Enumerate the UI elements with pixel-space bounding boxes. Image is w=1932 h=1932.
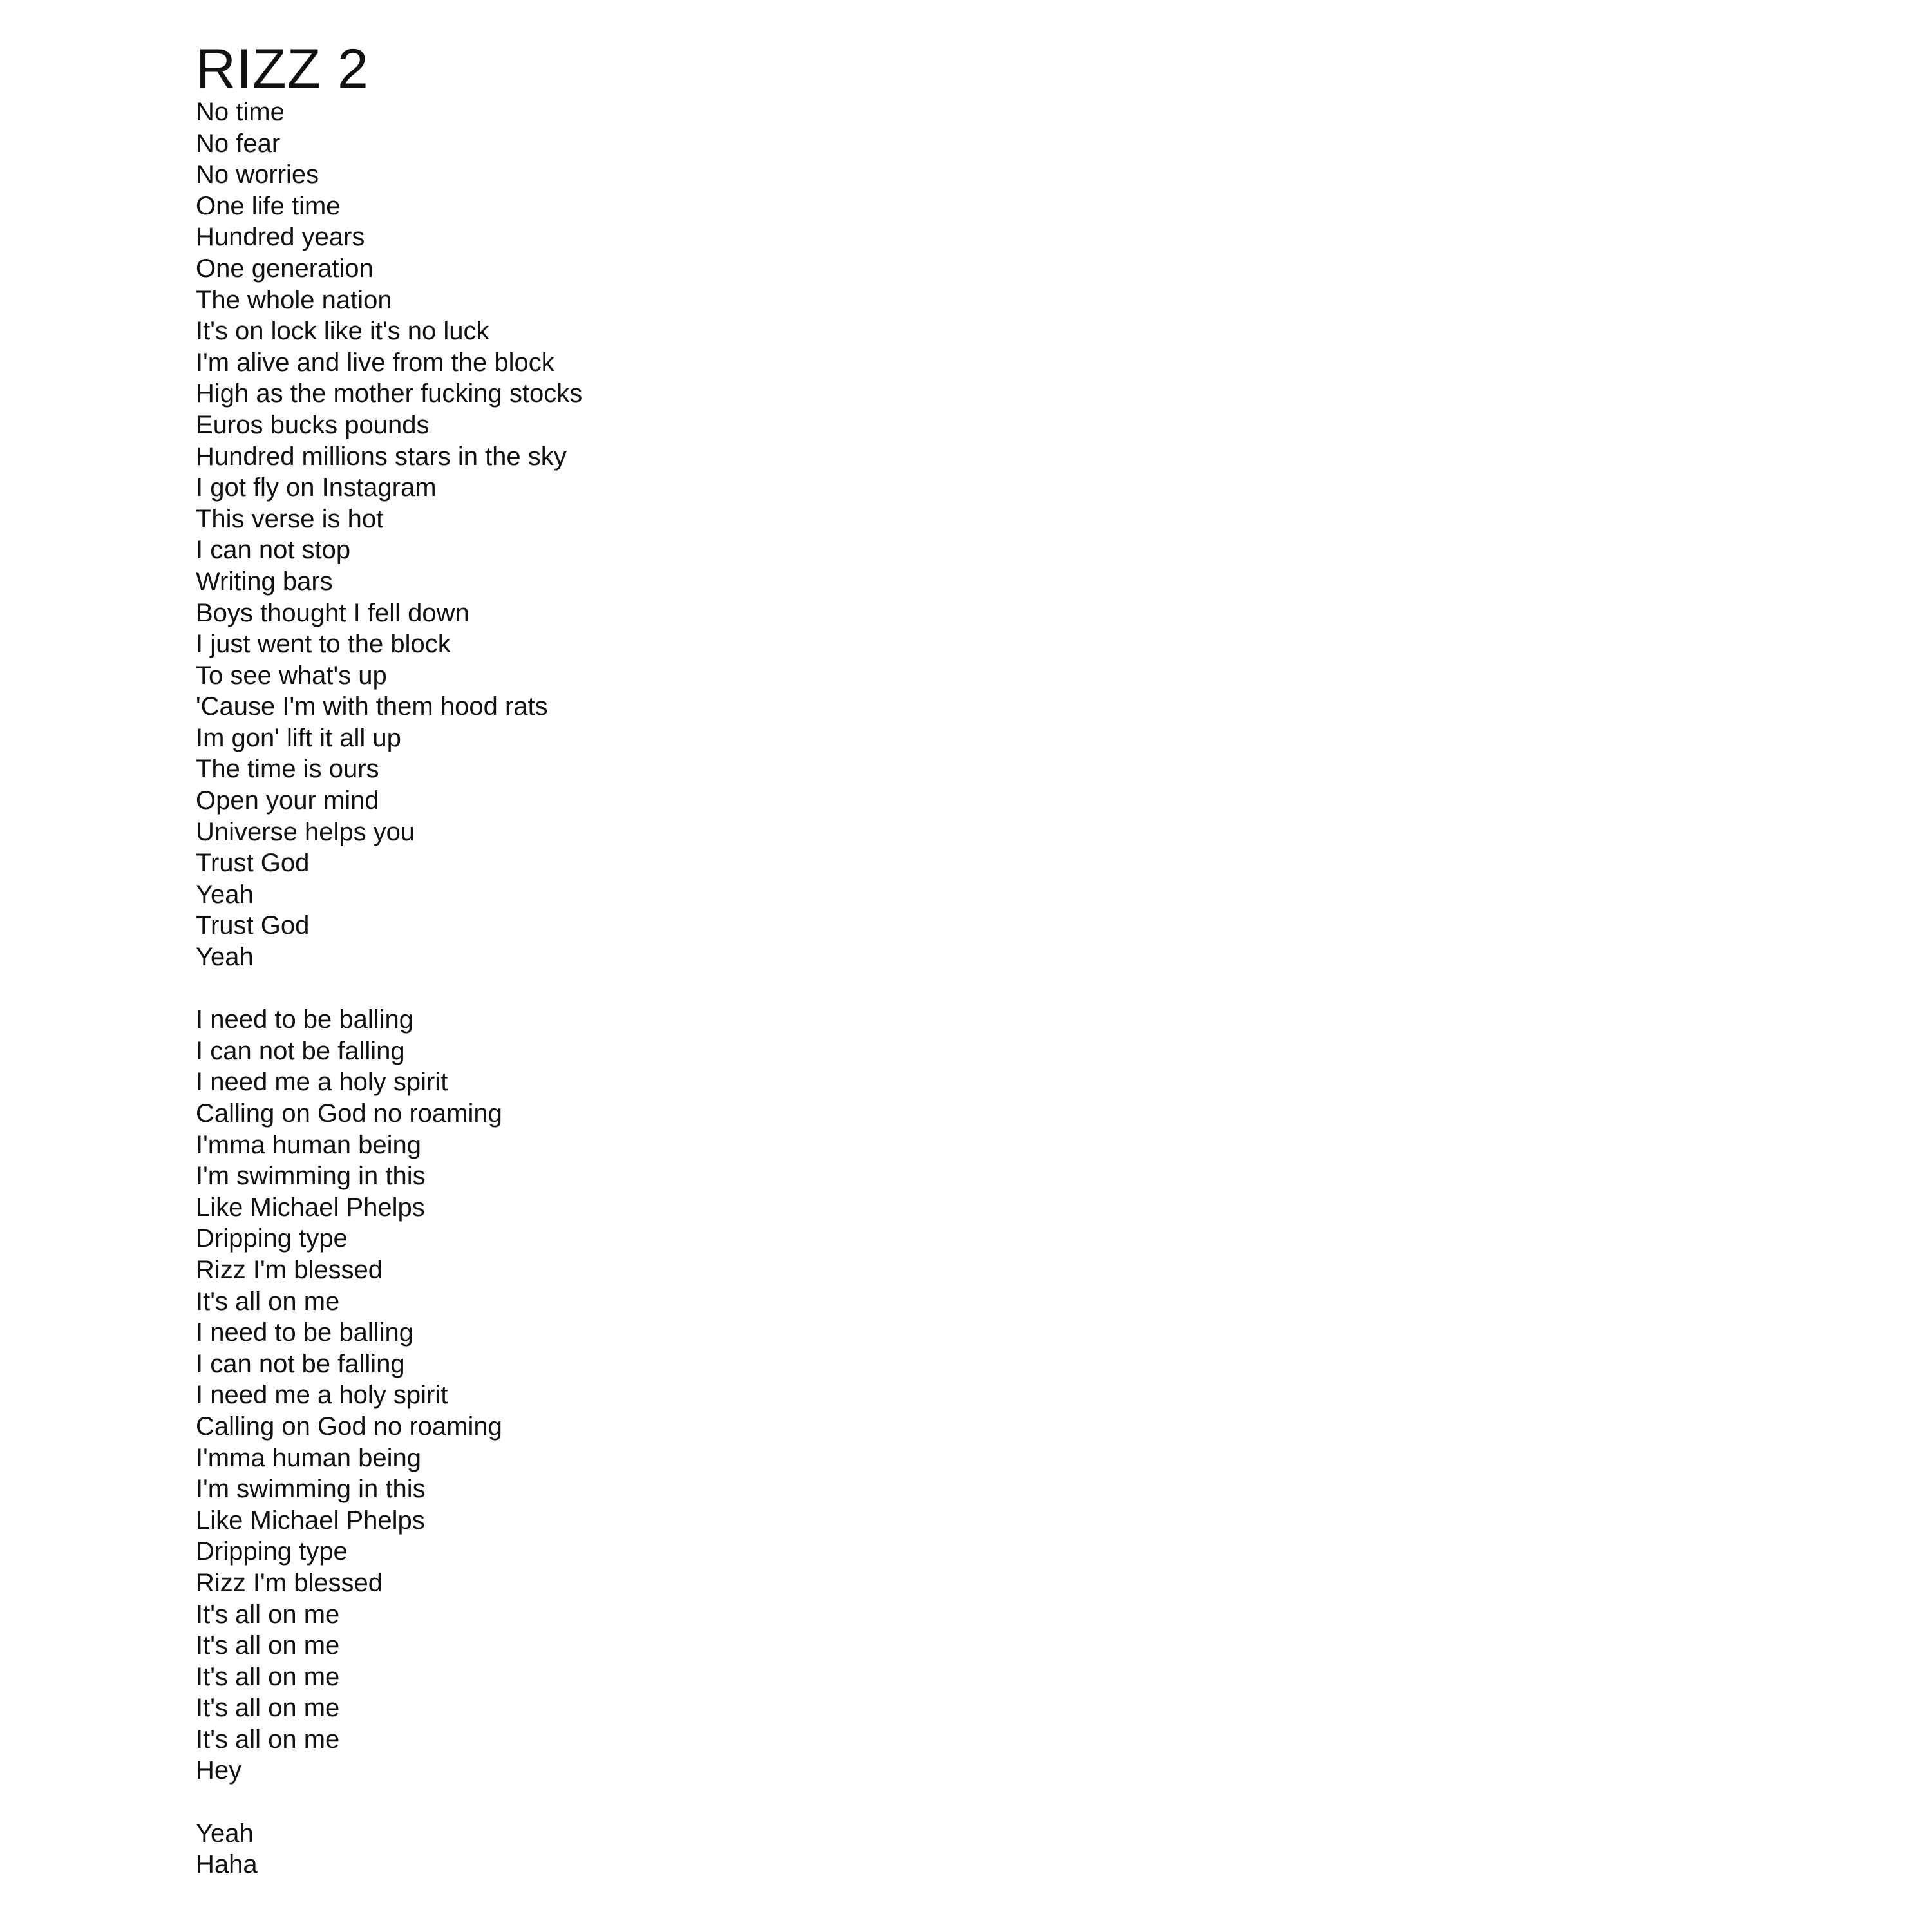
lyric-line: Boys thought I fell down [196, 598, 469, 627]
lyric-line: I'm alive and live from the block [196, 348, 554, 377]
lyric-line: Hundred millions stars in the sky [196, 442, 567, 471]
lyric-line: To see what's up [196, 661, 387, 690]
lyric-line: Hundred years [196, 223, 365, 252]
lyric-line: Rizz I'm blessed [196, 1568, 383, 1597]
lyric-line: I'm swimming in this [196, 1162, 426, 1191]
lyric-line: Dripping type [196, 1224, 348, 1253]
lyric-line: Yeah [196, 943, 254, 972]
lyric-line: It's all on me [196, 1694, 340, 1723]
lyric-line: Trust God [196, 849, 310, 878]
lyric-line: Writing bars [196, 567, 333, 596]
lyric-line: I'mma human being [196, 1130, 422, 1159]
page-title: RIZZ 2 [196, 38, 369, 100]
lyric-line: I need me a holy spirit [196, 1068, 448, 1097]
lyric-line: Like Michael Phelps [196, 1506, 425, 1535]
lyric-line: Dripping type [196, 1537, 348, 1566]
lyric-line: Haha [196, 1850, 258, 1879]
stanza-break [196, 973, 582, 1005]
lyric-line: Like Michael Phelps [196, 1193, 425, 1222]
lyric-line: I got fly on Instagram [196, 473, 437, 502]
lyric-line: Calling on God no roaming [196, 1412, 502, 1441]
lyric-line: One life time [196, 191, 341, 220]
lyric-line: It's all on me [196, 1662, 340, 1691]
lyric-line: I just went to the block [196, 630, 451, 659]
lyric-line: No fear [196, 129, 281, 158]
lyric-line: Universe helps you [196, 817, 415, 846]
lyric-line: I'm swimming in this [196, 1475, 426, 1504]
lyric-line: Trust God [196, 911, 310, 940]
lyric-line: Hey [196, 1756, 242, 1785]
stanza-break [196, 1786, 582, 1818]
lyric-line: I need to be balling [196, 1318, 414, 1347]
lyric-line: The time is ours [196, 755, 379, 784]
lyric-line: I need me a holy spirit [196, 1381, 448, 1410]
lyric-line: Im gon' lift it all up [196, 723, 401, 752]
lyric-line: I can not be falling [196, 1349, 405, 1378]
lyric-line: One generation [196, 254, 374, 283]
lyric-line: I'mma human being [196, 1443, 422, 1472]
lyric-line: I can not be falling [196, 1036, 405, 1065]
lyric-line: Yeah [196, 880, 254, 909]
lyric-line: It's all on me [196, 1287, 340, 1316]
lyric-line: It's all on me [196, 1725, 340, 1754]
lyrics-body [196, 97, 582, 1880]
lyric-line: Euros bucks pounds [196, 410, 430, 439]
lyric-line: I can not stop [196, 536, 351, 565]
lyric-line: No worries [196, 160, 319, 189]
lyric-line: It's on lock like it's no luck [196, 317, 489, 346]
lyric-line: Yeah [196, 1819, 254, 1848]
lyric-line: Open your mind [196, 786, 379, 815]
lyric-line: It's all on me [196, 1600, 340, 1629]
lyric-line: It's all on me [196, 1631, 340, 1660]
lyric-line: Rizz I'm blessed [196, 1255, 383, 1284]
lyric-line: Calling on God no roaming [196, 1099, 502, 1128]
lyric-line: No time [196, 98, 285, 126]
lyric-line: The whole nation [196, 285, 392, 314]
lyric-line: This verse is hot [196, 504, 384, 533]
lyric-line: 'Cause I'm with them hood rats [196, 692, 548, 721]
lyric-line: High as the mother fucking stocks [196, 379, 583, 408]
lyric-line: I need to be balling [196, 1005, 414, 1034]
